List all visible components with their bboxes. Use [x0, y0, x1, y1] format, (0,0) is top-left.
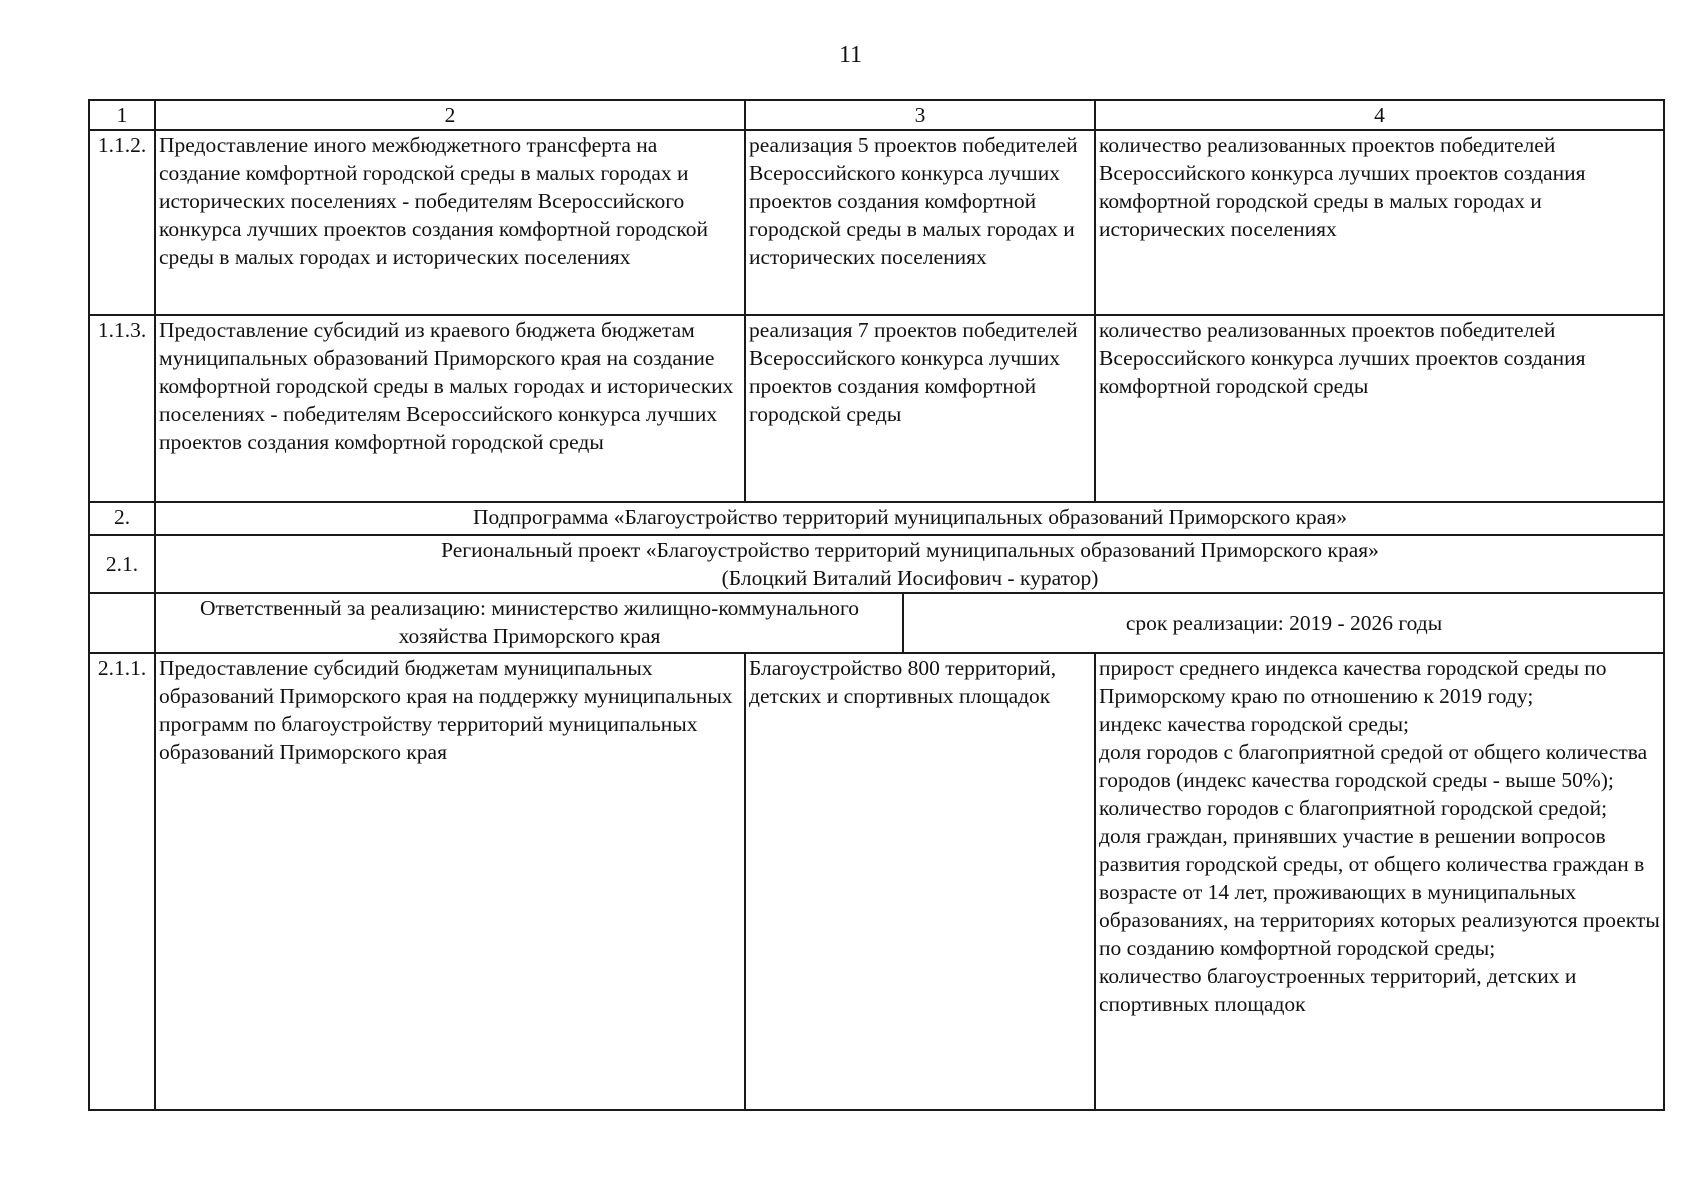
result-cell	[745, 653, 1095, 1110]
header-col-1: 1	[89, 100, 155, 130]
page-number: 11	[838, 42, 863, 68]
indicator-cell	[1095, 315, 1664, 502]
row-number: 2.1.1.	[89, 653, 155, 1110]
regional-project-row	[89, 535, 1664, 593]
indicator-text: прирост среднего индекса качества городской среды по Приморскому краю по отношению к 2019 году; индекс качества городской среды; доля городов с благоприятной средой от общего количества городов (индекс качества городской среды - выше 50%); количество городов с благоприятной городской средой; доля граждан, принявших участие в решении вопросов развития городской среды, от общего количества граждан в возрасте от 14 лет, проживающих в муниципальных образованиях, на территориях которых реализуются проекты по созданию комфортной городской среды; количество благоустроенных территорий, детских и спортивных площадок	[1099, 656, 1660, 1016]
table-row	[89, 130, 1664, 315]
action-cell	[155, 653, 745, 1110]
result-text: Благоустройство 800 территорий, детских и спортивных площадок	[749, 656, 1057, 708]
empty-number-cell	[89, 593, 155, 653]
result-cell	[745, 315, 1095, 502]
indicator-cell	[1095, 653, 1664, 1110]
regional-project-curator: (Блоцкий Виталий Иосифович - куратор)	[721, 566, 1099, 590]
program-table	[88, 99, 1665, 1111]
table-header-row	[89, 100, 1664, 130]
result-cell	[745, 130, 1095, 315]
regional-project-title: Региональный проект «Благоустройство территорий муниципальных образований Приморского края»	[441, 538, 1379, 562]
row-number: 1.1.3.	[89, 315, 155, 502]
table-row	[89, 653, 1664, 1110]
indicator-cell	[1095, 130, 1664, 315]
action-cell	[155, 130, 745, 315]
subprogram-title: Подпрограмма «Благоустройство территорий муниципальных образований Приморского края»	[155, 502, 1664, 535]
row-number: 2.	[89, 502, 155, 535]
subprogram-row	[89, 502, 1664, 535]
responsible-cell	[155, 593, 903, 653]
table-row	[89, 315, 1664, 502]
row-number: 1.1.2.	[89, 130, 155, 315]
result-text: реализация 7 проектов победителей Всероссийского конкурса лучших проектов создания комфортной городской среды	[749, 318, 1078, 426]
action-text: Предоставление субсидий бюджетам муниципальных образований Приморского края на поддержку муниципальных программ по благоустройству территорий муниципальных образований Приморского края	[159, 656, 733, 764]
header-col-2: 2	[155, 100, 745, 130]
header-col-4: 4	[1095, 100, 1664, 130]
action-text: Предоставление субсидий из краевого бюджета бюджетам муниципальных образований Приморского края на создание комфортной городской среды в малых городах и исторических поселениях - победителям Всероссийского конкурса лучших проектов создания комфортной городской среды	[159, 318, 734, 454]
action-text: Предоставление иного межбюджетного трансферта на создание комфортной городской среды в малых городах и исторических поселениях - победителям Всероссийского конкурса лучших проектов создания комфортной городской среды в малых городах и исторических поселениях	[159, 133, 708, 269]
indicator-text: количество реализованных проектов победителей Всероссийского конкурса лучших проектов создания комфортной городской среды в малых городах и исторических поселениях	[1099, 133, 1586, 241]
action-cell	[155, 315, 745, 502]
regional-project-cell	[155, 535, 1664, 593]
indicator-text: количество реализованных проектов победителей Всероссийского конкурса лучших проектов создания комфортной городской среды	[1099, 318, 1586, 398]
header-col-3: 3	[745, 100, 1095, 130]
term-cell: срок реализации: 2019 - 2026 годы	[903, 593, 1664, 653]
responsible-text: Ответственный за реализацию: министерство жилищно-коммунального хозяйства Приморского края	[199, 596, 860, 648]
row-number: 2.1.	[89, 535, 155, 593]
responsible-row	[89, 593, 1664, 653]
result-text: реализация 5 проектов победителей Всероссийского конкурса лучших проектов создания комфортной городской среды в малых городах и исторических поселениях	[749, 133, 1078, 269]
